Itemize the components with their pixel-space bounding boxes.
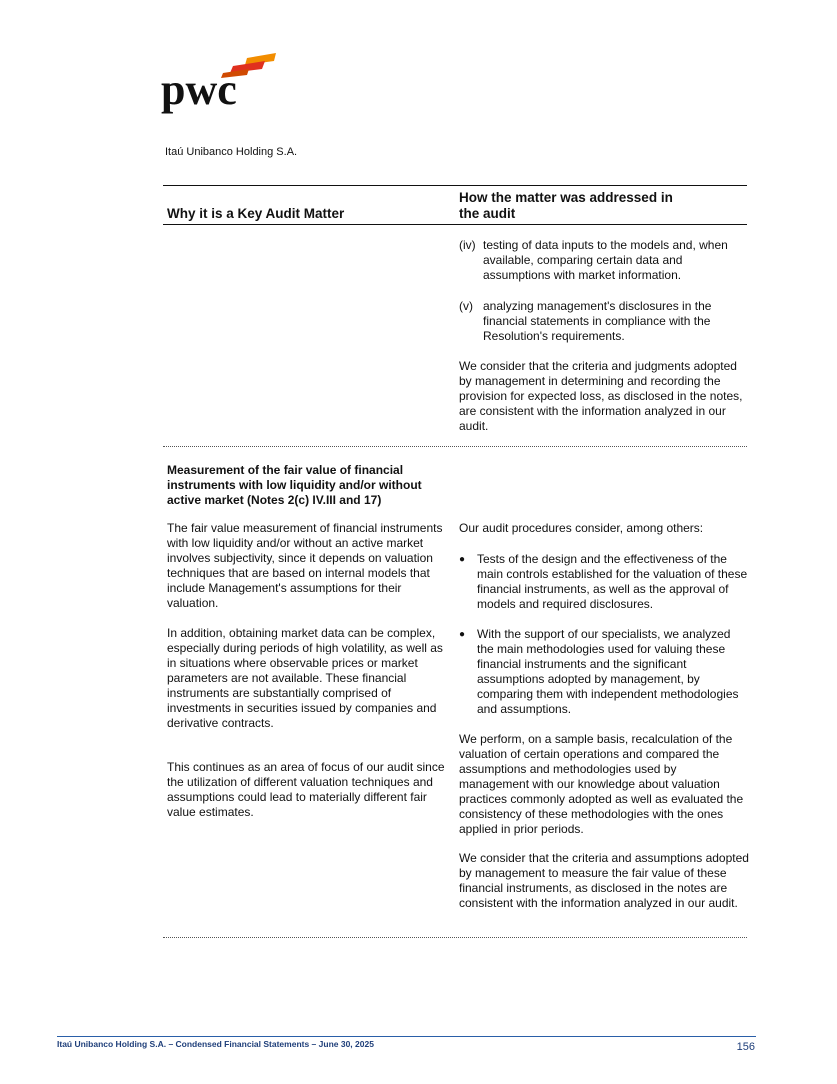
enum-number: (v) [459,299,473,313]
bullet-text: With the support of our specialists, we analyzed the main methodologies used for valuing these financial instruments and the significant assumptions adopted by management, by comparing them with independent methodologies and assumptions. [477,627,739,716]
pwc-logo-graphic [161,52,279,114]
col-header-how-addressed [459,190,739,222]
procedures-intro: Our audit procedures consider, among others: [459,521,704,535]
left-paragraph-2: In addition, obtaining market data can be complex, especially during periods of high volatility, as well as in situations where observable prices or market parameters are not available. These financial instruments are substantially comprised of investments in securities issued by companies and derivative contracts. [167,626,443,730]
company-name: Itaú Unibanco Holding S.A. [165,146,298,158]
footer-text: Itaú Unibanco Holding S.A. – Condensed Financial Statements – June 30, 2025 [57,1039,374,1049]
left-paragraph-1: The fair value measurement of financial instruments with low liquidity and/or without an active market involves subjectivity, since it depends on valuation techniques that are based on internal models that include Management's assumptions for their valuation. [167,521,443,610]
row-divider [163,937,747,938]
left-paragraph-3: This continues as an area of focus of our audit since the utilization of different valuation techniques and assumptions could lead to materially different fair value estimates. [167,760,445,819]
sample-paragraph: We perform, on a sample basis, recalculation of the valuation of certain operations and compared the assumptions and methodologies used by management with our knowledge about valuation practices commonly adopted as well as evaluated the consistency of these methodologies with the ones applied in prior periods. [459,732,744,836]
bullet-item-1 [459,552,749,612]
enum-text: testing of data inputs to the models and, when available, comparing certain data and assumptions with market information. [483,238,728,282]
section2-title: Measurement of the fair value of financial instruments with low liquidity and/or without active market (Notes 2(c) IV.III and 17) [167,463,422,507]
page-number: 156 [736,1041,755,1053]
row-divider [163,446,747,447]
table-header-rule [163,224,747,225]
enum-item-iv [459,238,749,283]
enum-text: analyzing management's disclosures in the financial statements in compliance with the Resolution's requirements. [483,299,712,343]
enum-item-v [459,299,749,344]
footer-rule [57,1036,756,1037]
bullet-item-2 [459,627,749,717]
bullet-dot-icon: ● [459,629,466,640]
pwc-logo [161,52,279,114]
section1-conclusion: We consider that the criteria and judgments adopted by management in determining and recording the provision for expected loss, as disclosed in the notes, are consistent with the information analyzed in our audit. [459,359,743,433]
enum-number: (iv) [459,238,476,252]
table-top-rule [163,185,747,186]
svg-text:pwc: pwc [161,65,237,114]
bullet-text: Tests of the design and the effectiveness of the main controls established for the valuation of these financial instruments, as well as the approval of models and required disclosures. [477,552,748,611]
col-header-line2: the audit [459,206,516,221]
bullet-dot-icon: ● [459,554,466,565]
col-header-key-audit-matter: Why it is a Key Audit Matter [167,206,345,221]
section2-conclusion: We consider that the criteria and assumptions adopted by management to measure the fair value of these financial instruments, as disclosed in the notes are consistent with the information analyzed in our audit. [459,851,749,910]
col-header-line1: How the matter was addressed in [459,190,673,205]
